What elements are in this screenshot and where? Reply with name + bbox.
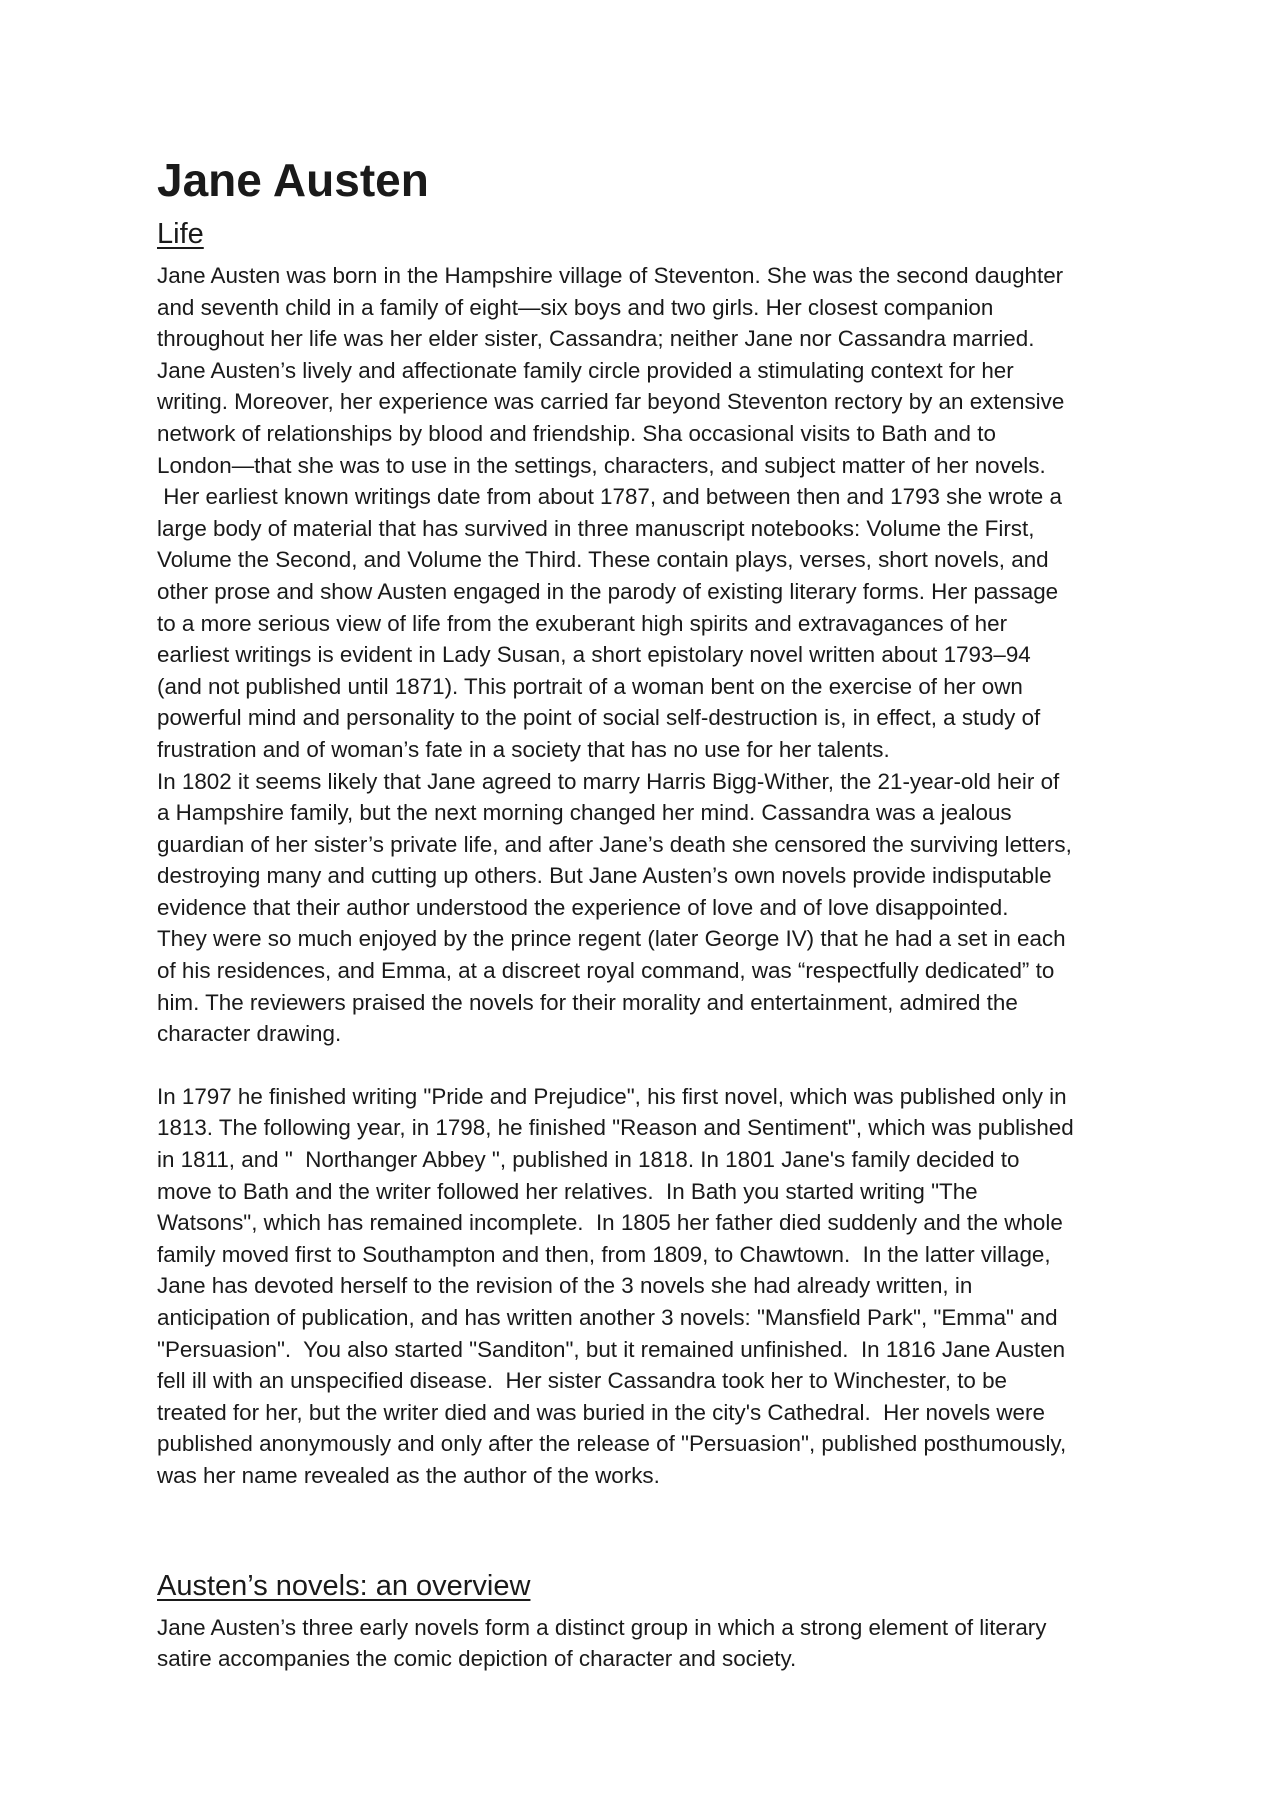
paragraph-life-1: Jane Austen was born in the Hampshire village of Steventon. She was the second daughter and seventh child in a family of eight—six boys and two girls. Her closest companion throughout her life was her elder sister, Cassandra; neither Jane nor Cassandra married. Jane Austen’s lively and affectionate family circle provided a stimulating context for her writing. Moreover, her experience was carried far beyond Steventon rectory by an extensive network of relationships by blood and friendship. Sha occasional visits to Bath and to London—that she was to use in the settings, characters, and subject matter of her novels. Her earliest known writings date from about 1787, and between then and 1793 she wrote a large body of material that has survived in three manuscript notebooks: Volume the First, Volume the Second, and Volume the Third. These contain plays, verses, short novels, and other prose and show Austen engaged in the parody of existing literary forms. Her passage to a more serious view of life from the exuberant high spirits and extravagances of her earliest writings is evident in Lady Susan, a short epistolary novel written about 1793–94 (and not published until 1871). This portrait of a woman bent on the exercise of her own powerful mind and personality to the point of social self-destruction is, in effect, a study of frustration and of woman’s fate in a society that has no use for her talents. In 1802 it seems likely that Jane agreed to marry Harris Bigg-Wither, the 21-year-old heir of a Hampshire family, but the next morning changed her mind. Cassandra was a jealous guardian of her sister’s private life, and after Jane’s death she censored the surviving letters, destroying many and cutting up others. But Jane Austen’s own novels provide indisputable evidence that their author understood the experience of love and of love disappointed. They were so much enjoyed by the prince regent (later George IV) that he had a set in each of his residences, and Emma, at a discreet royal command, was “respectfully dedicated” to him. The reviewers praised the novels for their morality and entertainment, admired the character drawing. [157, 263, 1072, 1047]
document-page [157, 150, 1157, 1675]
section-heading-life: Life [157, 218, 204, 250]
document-title: Jane Austen [157, 154, 429, 206]
paragraph-life-2: In 1797 he finished writing "Pride and Prejudice", his first novel, which was published only in 1813. The following year, in 1798, he finished "Reason and Sentiment", which was published in 1811, and " Northanger Abbey ", published in 1818. In 1801 Jane's family decided to move to Bath and the writer followed her relatives. In Bath you started writing "The Watsons", which has remained incomplete. In 1805 her father died suddenly and the whole family moved first to Southampton and then, from 1809, to Chawtown. In the latter village, Jane has devoted herself to the revision of the 3 novels she had already written, in anticipation of publication, and has written another 3 novels: "Mansfield Park", "Emma" and "Persuasion". You also started "Sanditon", but it remained unfinished. In 1816 Jane Austen fell ill with an unspecified disease. Her sister Cassandra took her to Winchester, to be treated for her, but the writer died and was buried in the city's Cathedral. Her novels were published anonymously and only after the release of "Persuasion", published posthumously, was her name revealed as the author of the works. [157, 1083, 1074, 1488]
section-heading-overview: Austen’s novels: an overview [157, 1569, 531, 1602]
section-spacer [157, 1492, 1157, 1562]
paragraph-spacer [157, 1050, 1157, 1081]
paragraph-overview-1: Jane Austen’s three early novels form a distinct group in which a strong element of literary satire accompanies the comic depiction of character and society. [157, 1614, 1047, 1672]
